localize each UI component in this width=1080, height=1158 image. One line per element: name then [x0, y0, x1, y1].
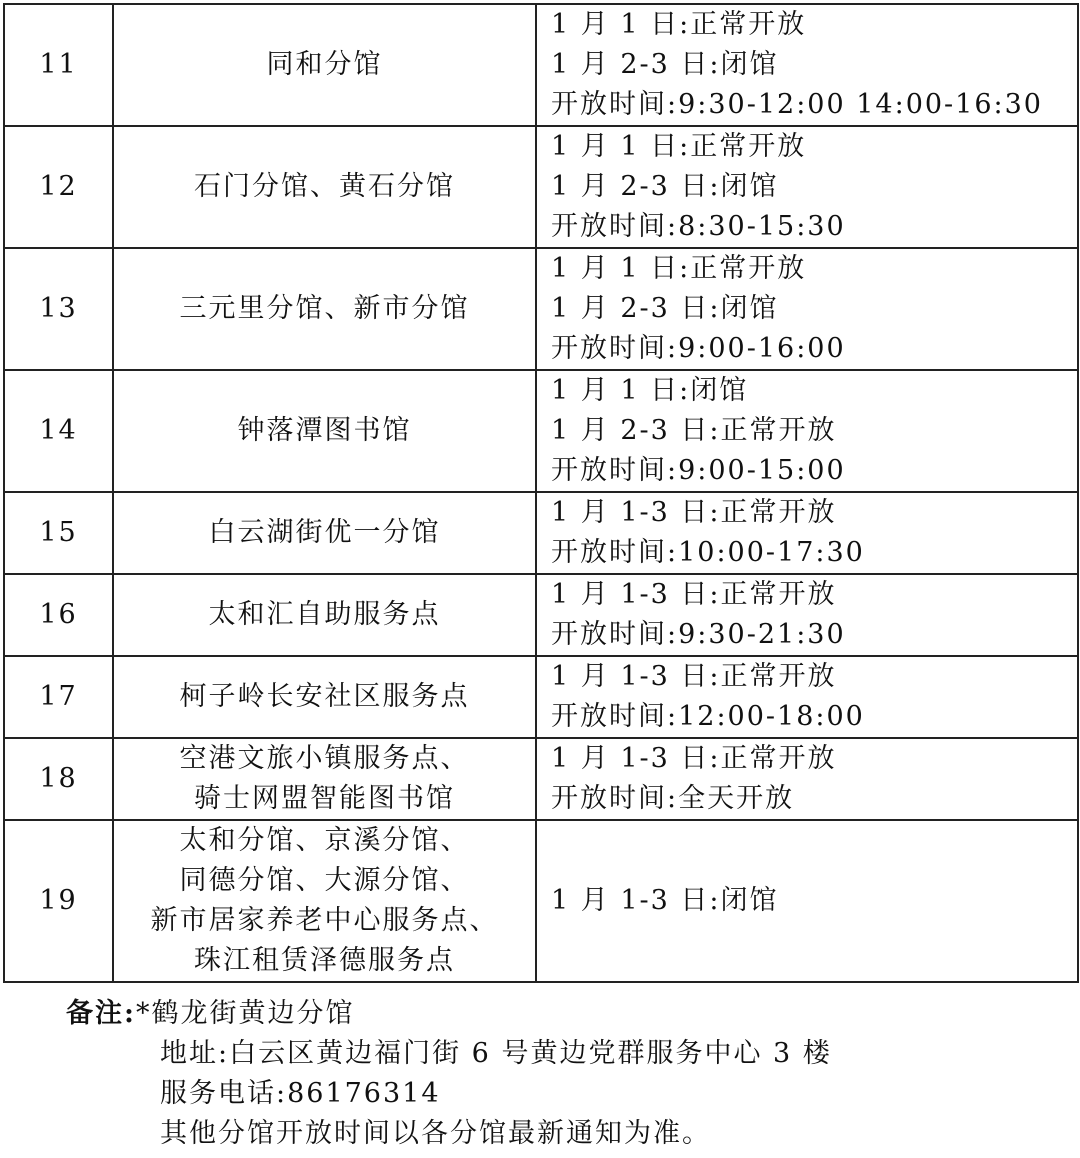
- hours-line: 1 月 1 日:正常开放: [551, 131, 807, 162]
- opening-hours-cell: [536, 492, 1078, 574]
- branch-name: 空港文旅小镇服务点、: [179, 743, 470, 774]
- table-row: [4, 126, 1078, 248]
- hours-line: 1 月 1 日:正常开放: [551, 253, 807, 284]
- branch-name: 太和汇自助服务点: [208, 599, 441, 630]
- table-row: [4, 492, 1078, 574]
- row-number: 14: [4, 370, 113, 492]
- opening-hours-cell: [536, 126, 1078, 248]
- schedule-table: [3, 3, 1079, 983]
- hours-line: 1 月 1-3 日:正常开放: [551, 743, 837, 774]
- notes-other: 其他分馆开放时间以各分馆最新通知为准。: [160, 1118, 711, 1149]
- notes-phone: 服务电话:86176314: [160, 1078, 441, 1109]
- branch-name-cell: [113, 820, 536, 982]
- row-number: 13: [4, 248, 113, 370]
- opening-hours-cell: [536, 738, 1078, 820]
- hours-line: 开放时间:全天开放: [551, 783, 795, 814]
- hours-line: 开放时间:9:30-21:30: [551, 619, 846, 650]
- hours-line: 1 月 1-3 日:闭馆: [551, 885, 779, 916]
- row-number: 18: [4, 738, 113, 820]
- branch-name: 同和分馆: [266, 49, 383, 80]
- opening-hours-cell: [536, 248, 1078, 370]
- branch-name: 同德分馆、大源分馆、: [179, 865, 470, 896]
- branch-name-cell: [113, 248, 536, 370]
- hours-line: 开放时间:8:30-15:30: [551, 211, 846, 242]
- hours-line: 1 月 1-3 日:正常开放: [551, 661, 837, 692]
- table-row: [4, 820, 1078, 982]
- hours-line: 开放时间:9:00-16:00: [551, 333, 846, 364]
- branch-name-cell: [113, 4, 536, 126]
- branch-name-cell: [113, 126, 536, 248]
- table-row: [4, 574, 1078, 656]
- branch-name: 新市居家养老中心服务点、: [150, 905, 499, 936]
- notes-first-line: [66, 994, 832, 1034]
- row-number: 11: [4, 4, 113, 126]
- hours-line: 1 月 2-3 日:闭馆: [551, 171, 779, 202]
- hours-line: 1 月 1 日:闭馆: [551, 375, 749, 406]
- row-number: 19: [4, 820, 113, 982]
- row-number: 17: [4, 656, 113, 738]
- notes-section: [66, 994, 832, 1154]
- hours-line: 开放时间:10:00-17:30: [551, 537, 865, 568]
- opening-hours-cell: [536, 4, 1078, 126]
- table-row: [4, 656, 1078, 738]
- opening-hours-cell: [536, 656, 1078, 738]
- row-number: 15: [4, 492, 113, 574]
- row-number: 16: [4, 574, 113, 656]
- branch-name-cell: [113, 656, 536, 738]
- table-row: [4, 4, 1078, 126]
- opening-hours-cell: [536, 820, 1078, 982]
- branch-name: 骑士网盟智能图书馆: [194, 783, 455, 814]
- hours-line: 1 月 1 日:正常开放: [551, 9, 807, 40]
- branch-name: 白云湖街优一分馆: [208, 517, 441, 548]
- table-row: [4, 738, 1078, 820]
- table-row: [4, 370, 1078, 492]
- hours-line: 1 月 1-3 日:正常开放: [551, 579, 837, 610]
- row-number: 12: [4, 126, 113, 248]
- notes-branch: *鹤龙街黄边分馆: [135, 998, 355, 1029]
- opening-hours-cell: [536, 574, 1078, 656]
- hours-line: 1 月 1-3 日:正常开放: [551, 497, 837, 528]
- branch-name-cell: [113, 574, 536, 656]
- hours-line: 开放时间:12:00-18:00: [551, 701, 865, 732]
- branch-name-cell: [113, 738, 536, 820]
- branch-name-cell: [113, 370, 536, 492]
- hours-line: 1 月 2-3 日:正常开放: [551, 415, 837, 446]
- table-row: [4, 248, 1078, 370]
- hours-line: 1 月 2-3 日:闭馆: [551, 49, 779, 80]
- branch-name-cell: [113, 492, 536, 574]
- notes-label: 备注:: [66, 998, 136, 1029]
- branch-name: 钟落潭图书馆: [237, 415, 412, 446]
- branch-name: 石门分馆、黄石分馆: [194, 171, 455, 202]
- branch-name: 太和分馆、京溪分馆、: [179, 825, 470, 856]
- opening-hours-cell: [536, 370, 1078, 492]
- hours-line: 1 月 2-3 日:闭馆: [551, 293, 779, 324]
- branch-name: 珠江租赁泽德服务点: [194, 945, 455, 976]
- branch-name: 三元里分馆、新市分馆: [179, 293, 470, 324]
- hours-line: 开放时间:9:00-15:00: [551, 455, 846, 486]
- branch-name: 柯子岭长安社区服务点: [179, 681, 470, 712]
- hours-line: 开放时间:9:30-12:00 14:00-16:30: [551, 89, 1043, 120]
- notes-address: 地址:白云区黄边福门街 6 号黄边党群服务中心 3 楼: [160, 1038, 832, 1069]
